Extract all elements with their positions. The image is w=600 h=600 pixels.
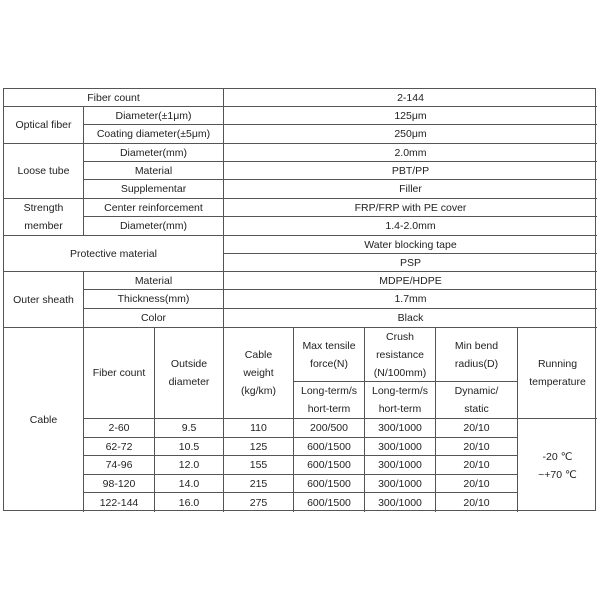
spec-value: Filler bbox=[224, 180, 597, 199]
spec-value: Black bbox=[224, 309, 597, 328]
spec-value: Water blocking tape bbox=[224, 236, 597, 254]
table-cell: 300/1000 bbox=[365, 456, 436, 475]
fiber-count-value: 2-144 bbox=[224, 89, 597, 107]
table-cell: 300/1000 bbox=[365, 475, 436, 493]
column-header: Fiber count bbox=[84, 328, 155, 419]
spec-label: Diameter(±1μm) bbox=[84, 107, 224, 125]
column-subheader: Long-term/s hort-term bbox=[294, 382, 365, 419]
table-cell: 300/1000 bbox=[365, 419, 436, 438]
table-cell: 2-60 bbox=[84, 419, 155, 438]
optical-fiber-group: Optical fiber bbox=[4, 107, 84, 144]
cable-group: Cable bbox=[4, 328, 84, 512]
table-cell: 275 bbox=[224, 493, 294, 512]
table-cell: 20/10 bbox=[436, 475, 518, 493]
table-cell: 600/1500 bbox=[294, 493, 365, 512]
table-cell: 110 bbox=[224, 419, 294, 438]
table-cell: 600/1500 bbox=[294, 475, 365, 493]
spec-value: 250μm bbox=[224, 125, 597, 144]
spec-label: Material bbox=[84, 272, 224, 290]
fiber-count-label: Fiber count bbox=[4, 89, 224, 107]
strength-member-group: Strength member bbox=[4, 199, 84, 236]
table-cell: 20/10 bbox=[436, 456, 518, 475]
table-cell: 600/1500 bbox=[294, 456, 365, 475]
table-cell: 122-144 bbox=[84, 493, 155, 512]
spec-value: MDPE/HDPE bbox=[224, 272, 597, 290]
column-header: Crush resistance (N/100mm) bbox=[365, 328, 436, 382]
table-cell: 155 bbox=[224, 456, 294, 475]
table-cell: 98-120 bbox=[84, 475, 155, 493]
table-cell: 16.0 bbox=[155, 493, 224, 512]
table-cell: 12.0 bbox=[155, 456, 224, 475]
column-header: Min bend radius(D) bbox=[436, 328, 518, 382]
spec-label: Color bbox=[84, 309, 224, 328]
column-header: Running temperature bbox=[518, 328, 597, 419]
table-cell: 200/500 bbox=[294, 419, 365, 438]
spec-label: Thickness(mm) bbox=[84, 290, 224, 309]
table-cell: 20/10 bbox=[436, 493, 518, 512]
spec-value: PBT/PP bbox=[224, 162, 597, 180]
loose-tube-group: Loose tube bbox=[4, 144, 84, 199]
spec-value: PSP bbox=[224, 254, 597, 272]
outer-sheath-group: Outer sheath bbox=[4, 272, 84, 328]
spec-value: 1.7mm bbox=[224, 290, 597, 309]
table-cell: 74-96 bbox=[84, 456, 155, 475]
table-cell: 62-72 bbox=[84, 438, 155, 456]
spec-value: FRP/FRP with PE cover bbox=[224, 199, 597, 217]
table-cell: 125 bbox=[224, 438, 294, 456]
table-cell: 9.5 bbox=[155, 419, 224, 438]
spec-table bbox=[3, 88, 596, 511]
spec-label: Coating diameter(±5μm) bbox=[84, 125, 224, 144]
table-cell: 20/10 bbox=[436, 419, 518, 438]
table-cell: 10.5 bbox=[155, 438, 224, 456]
spec-value: 2.0mm bbox=[224, 144, 597, 162]
column-subheader: Long-term/s hort-term bbox=[365, 382, 436, 419]
spec-label: Center reinforcement bbox=[84, 199, 224, 217]
table-cell: 600/1500 bbox=[294, 438, 365, 456]
spec-label: Diameter(mm) bbox=[84, 217, 224, 236]
spec-label: Material bbox=[84, 162, 224, 180]
column-subheader: Dynamic/ static bbox=[436, 382, 518, 419]
column-header: Cable weight (kg/km) bbox=[224, 328, 294, 419]
spec-value: 1.4-2.0mm bbox=[224, 217, 597, 236]
spec-label: Supplementar bbox=[84, 180, 224, 199]
table-cell: 14.0 bbox=[155, 475, 224, 493]
spec-label: Diameter(mm) bbox=[84, 144, 224, 162]
table-cell: 20/10 bbox=[436, 438, 518, 456]
table-cell: 215 bbox=[224, 475, 294, 493]
protective-material-label: Protective material bbox=[4, 236, 224, 272]
table-cell: 300/1000 bbox=[365, 493, 436, 512]
table-cell: 300/1000 bbox=[365, 438, 436, 456]
column-header: Outside diameter bbox=[155, 328, 224, 419]
running-temperature-value: -20 ℃ ~+70 ℃ bbox=[538, 450, 577, 481]
column-header: Max tensile force(N) bbox=[294, 328, 365, 382]
spec-value: 125μm bbox=[224, 107, 597, 125]
